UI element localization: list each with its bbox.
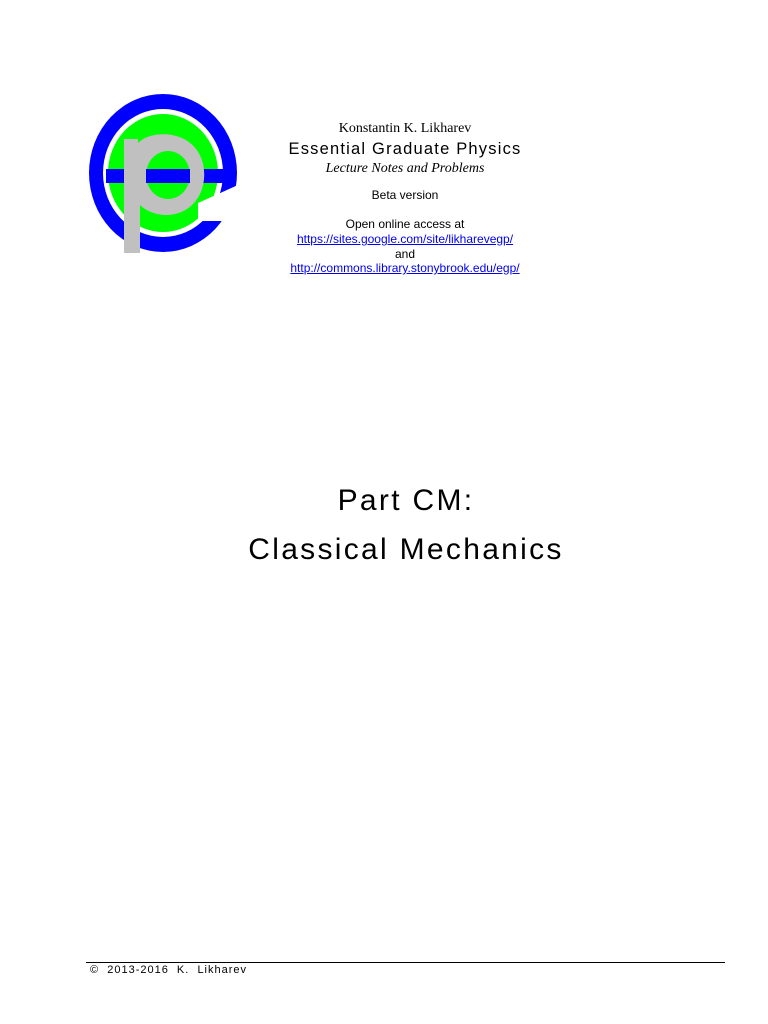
and-text: and [394, 247, 416, 261]
subtitle: Lecture Notes and Problems [325, 161, 485, 176]
footer-divider [86, 962, 725, 963]
author-name: Konstantin K. Likharev [338, 121, 472, 136]
part-name: Classical Mechanics [248, 533, 564, 566]
title-block [252, 120, 558, 276]
egp-logo-graphic [86, 93, 242, 255]
egp-logo-icon [86, 93, 242, 255]
link-sites-google[interactable]: https://sites.google.com/site/likharevegp/ [296, 232, 514, 246]
access-text: Open online access at [345, 217, 465, 231]
link-stonybrook-commons[interactable]: http://commons.library.stonybrook.edu/egp/ [290, 261, 520, 275]
part-label: Part CM: [337, 484, 475, 517]
version-label: Beta version [371, 188, 439, 202]
copyright-notice: © 2013-2016 K. Likharev [90, 964, 248, 976]
part-title [0, 476, 768, 574]
logo-p-bar [146, 169, 190, 183]
series-title: Essential Graduate Physics [288, 140, 522, 158]
